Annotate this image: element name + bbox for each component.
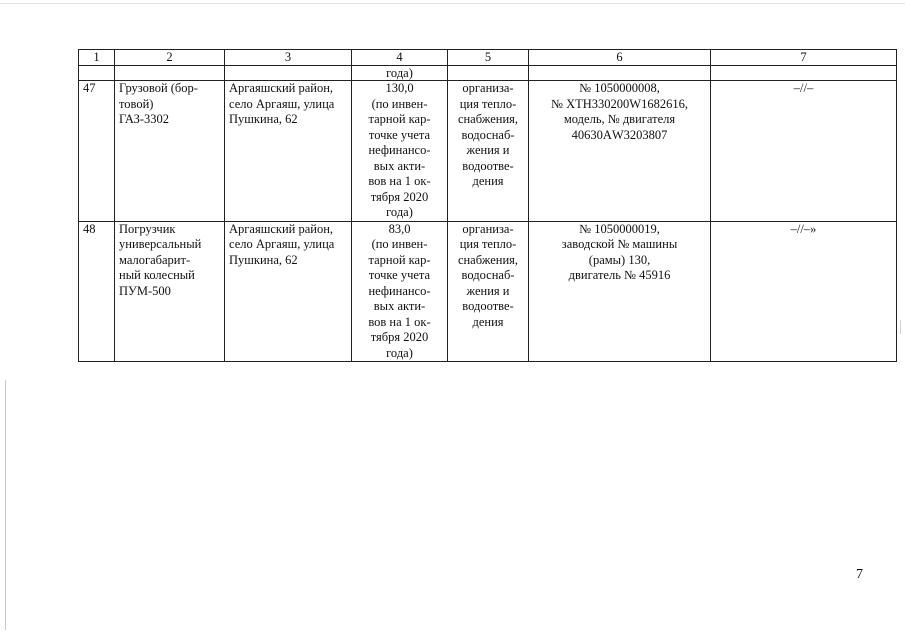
header-col-3: 3 [225,50,352,66]
item-value: 130,0 (по инвен- тарной кар- точке учета нефинансо- вых акти- вов на 1 ок- тября 2020 года) [352,81,448,222]
item-details: № 1050000008, № ХТН330200W1682616, модель, № двигателя 40630АW3203807 [529,81,711,222]
item-address: Аргаяшский район, село Аргаяш, улица Пушкина, 62 [225,221,352,362]
row-number: 48 [79,221,115,362]
item-details: № 1050000019, заводской № машины (рамы) 130, двигатель № 45916 [529,221,711,362]
item-holder: организа- ция тепло- снабжения, водоснаб- жения и водоотве- дения [448,221,529,362]
row-number: 47 [79,81,115,222]
header-col-5: 5 [448,50,529,66]
item-name: Грузовой (бор- товой) ГАЗ-3302 [115,81,225,222]
item-value: 83,0 (по инвен- тарной кар- точке учета нефинансо- вых акти- вов на 1 ок- тября 2020 года) [352,221,448,362]
scan-mark-right [900,320,901,334]
property-table [78,49,897,362]
item-address: Аргаяшский район, село Аргаяш, улица Пушкина, 62 [225,81,352,222]
scan-edge-top [0,3,905,4]
item-holder: организа- ция тепло- снабжения, водоснаб- жения и водоотве- дения [448,81,529,222]
scan-edge-left [5,380,6,630]
table-row [79,81,897,222]
header-col-4: 4 [352,50,448,66]
page-number: 7 [856,567,863,582]
header-col-2: 2 [115,50,225,66]
header-col-1: 1 [79,50,115,66]
item-note: –//– [711,81,897,222]
header-row [79,50,897,66]
header-col-6: 6 [529,50,711,66]
item-name: Погрузчик универсальный малогабарит- ный колесный ПУМ-500 [115,221,225,362]
header-col-7: 7 [711,50,897,66]
table-row [79,221,897,362]
item-note: –//–» [711,221,897,362]
continuation-row [79,66,897,81]
continuation-value: года) [352,66,448,81]
